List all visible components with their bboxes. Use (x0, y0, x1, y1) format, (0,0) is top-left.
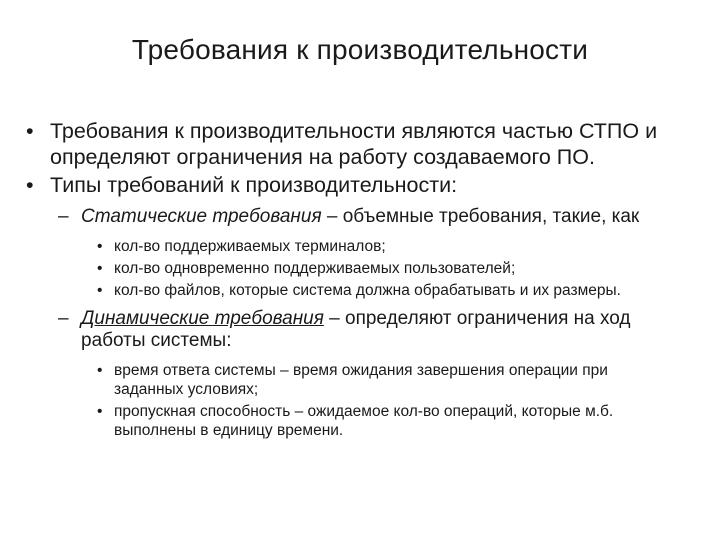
sub-list-static (0, 237, 720, 300)
subsection-text: – объемные требования, такие, как (321, 206, 640, 227)
bullet-marker: • (97, 362, 103, 379)
list-item (0, 237, 720, 256)
list-item-text: пропускная способность – ожидаемое кол-во операций, которые м.б. выполнены в единицу времени. (114, 403, 614, 439)
sub-list-dynamic (0, 361, 720, 440)
bullet-marker: • (97, 282, 103, 299)
list-item-text: кол-во файлов, которые система должна обрабатывать и их размеры. (114, 282, 621, 299)
list-item-text: кол-во поддерживаемых терминалов; (114, 238, 386, 255)
bullet-marker: • (97, 403, 103, 420)
bullet-marker: • (97, 260, 103, 277)
bullet-item (0, 172, 720, 198)
list-item (0, 281, 720, 300)
term-static-requirements: Статические требования (81, 206, 322, 227)
slide-content (0, 118, 720, 444)
term-dynamic-requirements: Динамические требования (81, 308, 324, 329)
bullet-marker: • (26, 119, 34, 143)
list-item (0, 361, 720, 399)
bullet-text: Типы требований к производительности: (50, 173, 458, 197)
bullet-marker: • (26, 173, 34, 197)
bullet-marker: • (97, 238, 103, 255)
list-item-text: кол-во одновременно поддерживаемых пользователей; (114, 260, 516, 277)
subsection-dynamic (0, 308, 720, 352)
bullet-text: Требования к производительности являются частью СТПО и определяют ограничения на работу создаваемого ПО. (50, 119, 658, 169)
subsection-text: – определяют ограничения на ход работы системы: (81, 308, 631, 351)
list-item (0, 402, 720, 440)
dash-marker: – (58, 308, 69, 329)
list-item (0, 259, 720, 278)
dash-marker: – (58, 206, 69, 227)
bullet-item (0, 118, 720, 170)
subsection-static (0, 206, 720, 228)
slide-title: Требования к производительности (131, 34, 589, 65)
list-item-text: время ответа системы – время ожидания завершения операции при заданных условиях; (114, 362, 608, 398)
